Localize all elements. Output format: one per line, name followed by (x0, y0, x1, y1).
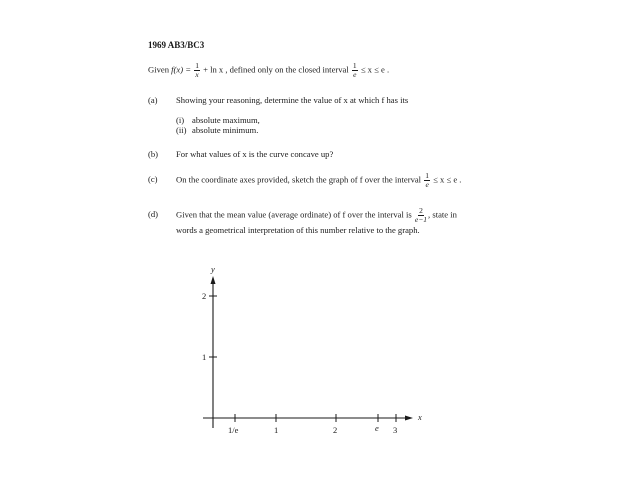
part-d-label: (d) (148, 209, 159, 220)
part-b-text: For what values of x is the curve concave up? (176, 149, 334, 159)
fraction-denominator: x (195, 70, 199, 79)
x-tick-label-1: 1 (274, 425, 279, 435)
fraction-one-over-x (194, 62, 200, 79)
part-a-text: Showing your reasoning, determine the value of x at which f has its (176, 95, 409, 105)
x-tick-label-1-over-e: 1/e (228, 425, 239, 435)
fraction-one-over-e (424, 172, 430, 189)
part-c-text: On the coordinate axes provided, sketch the graph of f over the interval (176, 174, 422, 185)
fraction-numerator: 1 (425, 171, 429, 180)
problem-title: 1969 AB3/BC3 (148, 40, 205, 50)
fraction-denominator: e (425, 180, 429, 189)
given-tail: ≤ x ≤ e . (360, 64, 390, 75)
fraction-denominator: e−1 (414, 215, 428, 224)
part-d-tail: , state in (428, 209, 457, 220)
part-a-ii-text: absolute minimum. (192, 125, 259, 135)
part-d (148, 207, 457, 224)
x-tick-label-e: e (375, 423, 379, 433)
x-axis-arrow (405, 416, 413, 421)
x-tick-label-2: 2 (333, 425, 338, 435)
x-axis-label: x (418, 412, 422, 422)
y-tick-label-1: 1 (202, 352, 207, 362)
part-a-i-text: absolute maximum, (192, 115, 260, 125)
part-c-label: (c) (148, 174, 158, 185)
part-a-i (176, 115, 260, 125)
given-prefix: Given (148, 64, 172, 75)
coordinate-axes (185, 260, 425, 440)
fraction-one-over-e (352, 62, 358, 79)
part-d-line2: words a geometrical interpretation of this number relative to the graph. (176, 225, 420, 235)
y-axis-label: y (211, 264, 215, 274)
function-name: f(x) = (171, 64, 192, 75)
y-axis-arrow (211, 276, 216, 284)
part-c-tail: ≤ x ≤ e . (433, 174, 462, 185)
part-a-label: (a) (148, 95, 158, 105)
fraction-two-over-e-minus-one (415, 207, 427, 224)
part-b-label: (b) (148, 149, 159, 159)
fraction-denominator: e (353, 70, 357, 79)
given-middle-text: + ln x , defined only on the closed interval (203, 64, 349, 75)
fraction-numerator: 1 (195, 61, 199, 70)
given-statement (148, 62, 389, 79)
part-a (148, 95, 408, 105)
part-a-ii (176, 125, 258, 135)
part-a-i-label: (i) (176, 115, 185, 125)
x-tick-label-3: 3 (393, 425, 398, 435)
fraction-numerator: 2 (419, 206, 423, 215)
part-a-ii-label: (ii) (176, 125, 187, 135)
part-c (148, 172, 461, 189)
fraction-numerator: 1 (352, 61, 357, 70)
part-d-text: Given that the mean value (average ordinate) of f over the interval is (176, 209, 412, 220)
part-b (148, 149, 333, 159)
y-tick-label-2: 2 (202, 291, 207, 301)
